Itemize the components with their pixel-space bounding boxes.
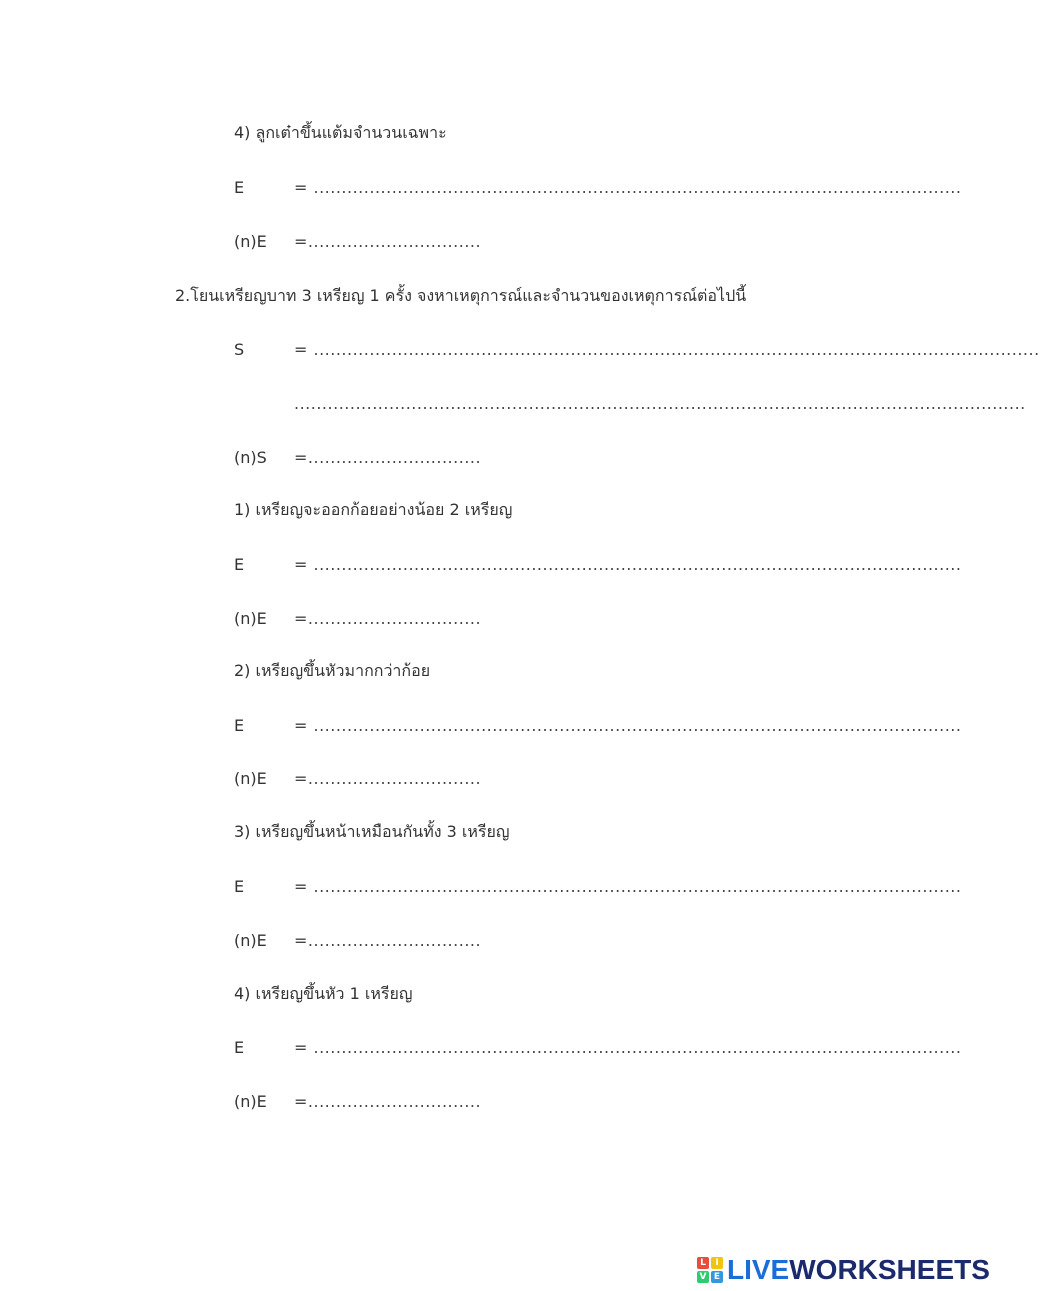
logo-block-l: L (697, 1257, 709, 1269)
logo-block-e: E (711, 1271, 723, 1283)
q2-item4-title: 4) เหรียญขึ้นหัว 1 เหรียญ (234, 984, 413, 1003)
q2-ns-label: (n)S (234, 448, 267, 467)
q2-item1-e-answer[interactable]: = .................................................................................................................... (294, 555, 962, 574)
q2-item2-e-label: E (234, 716, 245, 735)
q2-item3-e-answer[interactable]: = .................................................................................................................... (294, 877, 962, 896)
q2-item3-e-label: E (234, 877, 245, 896)
logo-text-worksheets: WORKSHEETS (789, 1254, 990, 1285)
q2-item2-e-answer[interactable]: = .................................................................................................................... (294, 716, 962, 735)
q1-item4-e-label: E (234, 178, 245, 197)
q2-item4-ne-label: (n)E (234, 1092, 267, 1111)
q1-item4-ne-label: (n)E (234, 232, 267, 251)
q1-item4-ne-answer[interactable]: =............................... (294, 232, 482, 251)
q2-item1-ne-label: (n)E (234, 609, 267, 628)
q2-item2-ne-answer[interactable]: =............................... (294, 769, 482, 788)
q2-s-answer[interactable]: = .................................................................................................................................. (294, 340, 1040, 359)
q2-s-answer-line2[interactable]: ................................................................................................................................... (294, 394, 1026, 413)
q2-item2-ne-label: (n)E (234, 769, 267, 788)
logo-text-live: LIVE (727, 1254, 790, 1285)
q2-title: 2.โยนเหรียญบาท 3 เหรียญ 1 ครั้ง จงหาเหตุการณ์และจำนวนของเหตุการณ์ต่อไปนี้ (175, 286, 747, 305)
q2-item3-ne-answer[interactable]: =............................... (294, 931, 482, 950)
q2-item2-title: 2) เหรียญขึ้นหัวมากกว่าก้อย (234, 661, 431, 680)
logo-block-v: V (697, 1271, 709, 1283)
liveworksheets-logo (697, 1254, 990, 1286)
q2-item1-ne-answer[interactable]: =............................... (294, 609, 482, 628)
q2-item1-e-label: E (234, 555, 245, 574)
q2-item4-e-label: E (234, 1038, 245, 1057)
q2-ns-answer[interactable]: =............................... (294, 448, 482, 467)
q1-item4-title: 4) ลูกเต๋าขึ้นแต้มจำนวนเฉพาะ (234, 123, 447, 142)
q2-item4-ne-answer[interactable]: =............................... (294, 1092, 482, 1111)
q2-s-label: S (234, 340, 245, 359)
q1-item4-e-answer[interactable]: = .................................................................................................................... (294, 178, 962, 197)
q2-item4-e-answer[interactable]: = .................................................................................................................... (294, 1038, 962, 1057)
q2-item3-title: 3) เหรียญขึ้นหน้าเหมือนกันทั้ง 3 เหรียญ (234, 822, 510, 841)
q2-item1-title: 1) เหรียญจะออกก้อยอย่างน้อย 2 เหรียญ (234, 500, 513, 519)
q2-item3-ne-label: (n)E (234, 931, 267, 950)
logo-blocks-icon (697, 1257, 723, 1283)
logo-block-i: I (711, 1257, 723, 1269)
